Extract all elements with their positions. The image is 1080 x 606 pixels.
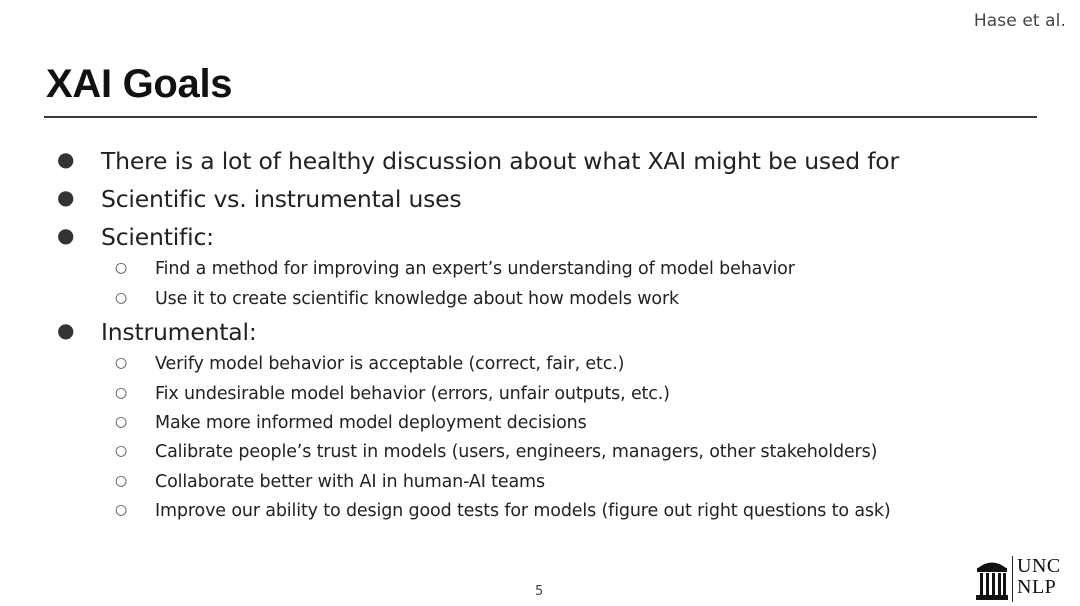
bullet-circle-icon: ○ [115,473,128,489]
bullet-dot-icon: ● [57,318,75,342]
bullet-dot-icon: ● [57,147,75,171]
sub-bullet-text: Make more informed model deployment decisions [155,413,587,433]
old-well-icon [975,556,1009,602]
sub-bullet-text: Fix undesirable model behavior (errors, unfair outputs, etc.) [155,384,670,404]
bullet-item [57,185,462,213]
sub-bullet-text: Use it to create scientific knowledge about how models work [155,289,679,309]
bullet-circle-icon: ○ [115,355,128,371]
sub-bullet-item [115,289,679,309]
bullet-item [57,223,214,251]
sub-bullet-item [115,442,878,462]
bullet-circle-icon: ○ [115,385,128,401]
bullet-item [57,318,257,346]
logo-line-unc: UNC [1017,555,1061,577]
bullet-item [57,147,899,175]
sub-bullet-item [115,384,670,404]
sub-bullet-item [115,354,625,374]
logo-line-nlp: NLP [1017,576,1057,598]
sub-bullet-item [115,501,891,521]
bullet-circle-icon: ○ [115,290,128,306]
bullet-dot-icon: ● [57,185,75,209]
slide-title: XAI Goals [46,62,233,106]
bullet-text: Scientific: [101,223,214,251]
sub-bullet-text: Collaborate better with AI in human-AI teams [155,472,545,492]
bullet-dot-icon: ● [57,223,75,247]
title-divider [44,116,1037,118]
attribution: Hase et al. [973,11,1066,31]
sub-bullet-item [115,259,795,279]
bullet-circle-icon: ○ [115,443,128,459]
sub-bullet-text: Verify model behavior is acceptable (correct, fair, etc.) [155,354,625,374]
page-number: 5 [535,584,544,599]
logo-divider [1012,556,1013,602]
bullet-text: There is a lot of healthy discussion about what XAI might be used for [101,147,899,175]
sub-bullet-text: Improve our ability to design good tests for models (figure out right questions to ask) [155,501,891,521]
sub-bullet-text: Calibrate people’s trust in models (users, engineers, managers, other stakeholders) [155,442,878,462]
bullet-circle-icon: ○ [115,260,128,276]
sub-bullet-item [115,472,545,492]
sub-bullet-item [115,413,587,433]
bullet-text: Scientific vs. instrumental uses [101,185,462,213]
logo-text [1017,556,1061,598]
unc-nlp-logo [975,556,1075,604]
bullet-circle-icon: ○ [115,414,128,430]
bullet-text: Instrumental: [101,318,257,346]
sub-bullet-text: Find a method for improving an expert’s understanding of model behavior [155,259,795,279]
bullet-circle-icon: ○ [115,502,128,518]
